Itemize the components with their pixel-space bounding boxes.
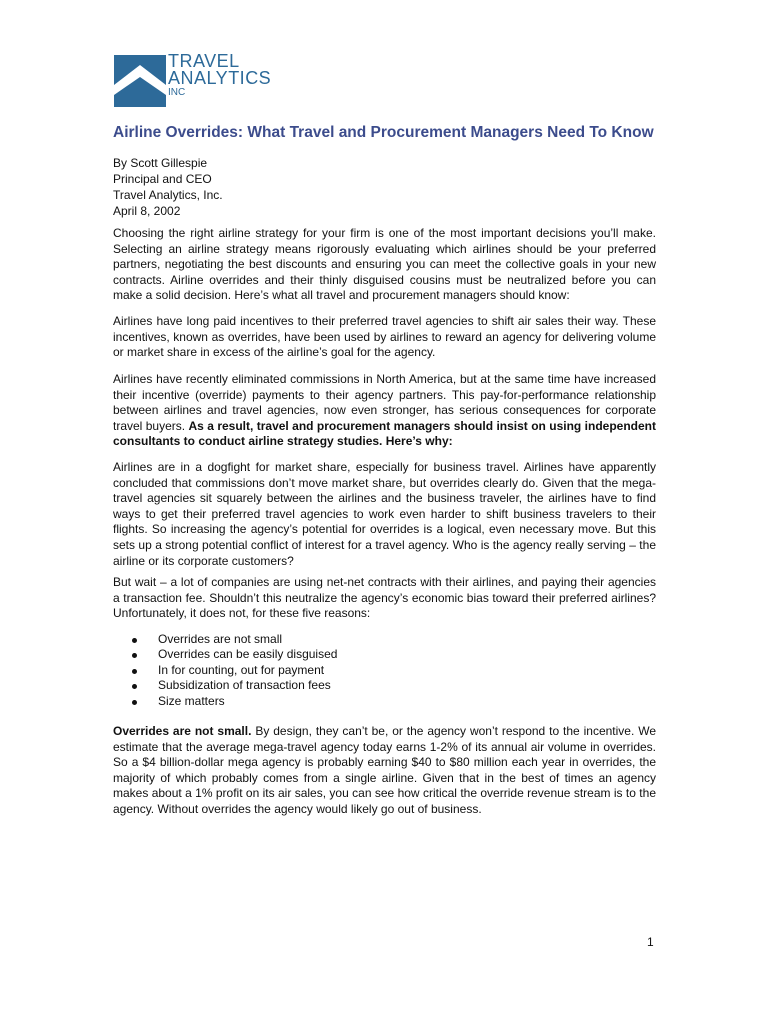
paragraph-commissions [113,372,656,450]
bullet-icon [132,653,137,658]
paragraph-incentives: Airlines have long paid incentives to their preferred travel agencies to shift air sales their way. These incentives, known as overrides, have been used by airlines to reward an agency for delivering volume or market share in excess of the airline’s goal for the agency. [113,314,656,360]
logo-mark-icon [114,55,166,107]
paragraph-dogfight: Airlines are in a dogfight for market share, especially for business travel. Airlines have apparently concluded that commissions don’t move market share, but overrides clearly do. Given that the mega-travel agencies sit squarely between the airlines and the business traveler, the airlines have to find ways to get their preferred travel agencies to work even harder to shift business travelers to their flights. So increasing the agency’s potential for overrides is a logical, even necessary move. But this sets up a strong potential conflict of interest for a travel agency. Who is the agency really serving – the airline or its corporate customers? [113,460,656,568]
paragraph-net-net: But wait – a lot of companies are using net-net contracts with their airlines, and paying their agencies a transaction fee. Shouldn’t this neutralize the agency’s economic bias toward their preferred airlines? Unfortunately, it does not, for these five reasons: [113,575,656,621]
paragraph-overrides-not-small [113,724,656,818]
list-item-text: In for counting, out for payment [158,662,325,677]
list-item [113,632,337,647]
logo-wordmark [168,53,271,99]
bullet-icon [132,638,137,643]
paragraph-intro: Choosing the right airline strategy for your firm is one of the most important decisions you’ll make. Selecting an airline strategy means rigorously evaluating which airlines should be your preferred partners, negotiating the best discounts and ensuring you can meet the collective goals in your new contracts. Airline overrides and their thinly disguised cousins must be neutralized before you can make a solid decision. Here’s what all travel and procurement managers should know: [113,226,656,303]
reasons-list [113,632,337,709]
list-item-text: Overrides are not small [158,632,283,646]
author-name: By Scott Gillespie [113,156,208,170]
byline [113,155,223,219]
logo-line-1: TRAVEL [168,51,240,71]
bullet-icon [132,684,137,689]
paragraph-commissions-emphasis: As a result, travel and procurement managers should insist on using independent consultants to conduct airline strategy studies. Here’s why: [113,418,656,449]
list-item-text: Size matters [158,693,225,708]
company-logo [114,51,272,109]
document-date: April 8, 2002 [113,204,181,218]
list-item [113,678,337,693]
logo-line-2: ANALYTICS [168,68,272,88]
page-number: 1 [647,935,654,949]
list-item [113,694,337,709]
author-role: Principal and CEO [113,172,212,186]
paragraph-commissions-text: Airlines have recently eliminated commissions in North America, but at the same time have increased their incentive (override) payments to their agency partners. This pay-for-performance relationship between airlines and travel agencies, now even stronger, has serious consequences for corporate travel buyers. [113,372,656,433]
list-item [113,663,337,678]
bullet-icon [132,700,137,705]
paragraph-overrides-text: By design, they can’t be, or the agency won’t respond to the incentive. We estimate that the average mega-travel agency today earns 1-2% of its annual air volume in overrides. So a $4 billion-dollar mega agency is probably earning $40 to $80 million each year in overrides, the majority of which probably comes from a single airline. Given that in the best of times an agency makes about a 1% profit on its air sales, you can see how critical the override revenue stream is to the agency. Without overrides the agency would likely go out of business. [113,724,656,816]
list-item-text: Overrides can be easily disguised [158,647,338,662]
bullet-icon [132,669,137,674]
list-item [113,647,337,662]
document-title: Airline Overrides: What Travel and Procurement Managers Need To Know [113,124,654,141]
logo-line-3: INC [168,87,186,98]
paragraph-overrides-heading: Overrides are not small. [113,724,252,738]
author-company: Travel Analytics, Inc. [113,188,223,202]
list-item-text: Subsidization of transaction fees [158,678,331,693]
